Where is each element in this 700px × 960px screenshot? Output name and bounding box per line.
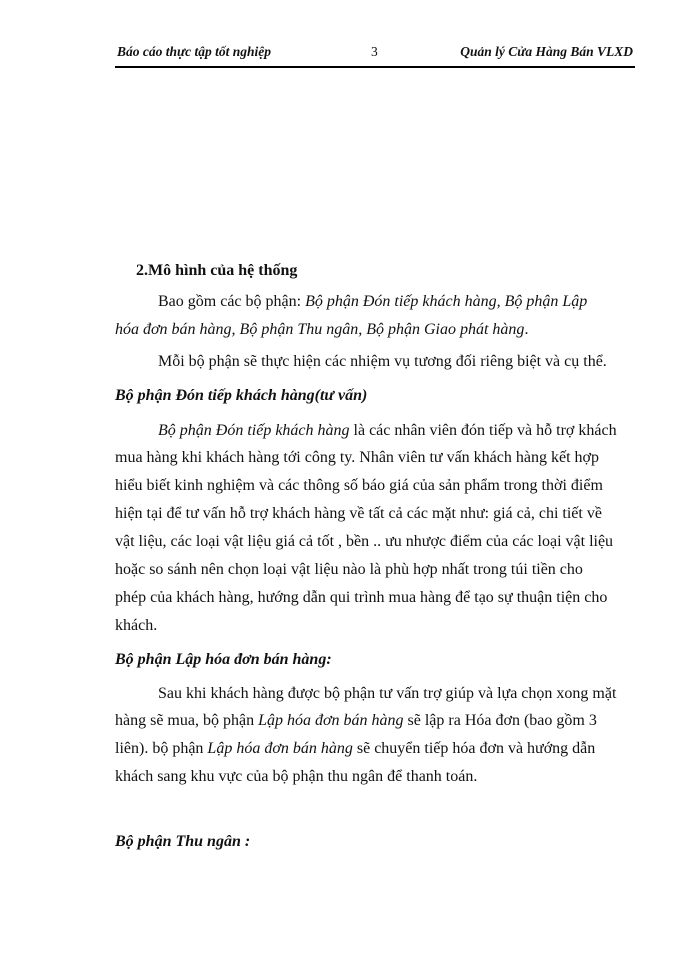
intro-line-3: Mỗi bộ phận sẽ thực hiện các nhiệm vụ tương đối riêng biệt và cụ thể. <box>158 353 607 370</box>
don-tiep-line-7: phép của khách hàng, hướng dẫn qui trình mua hàng để tạo sự thuận tiện cho <box>115 589 608 606</box>
don-tiep-line-2: mua hàng khi khách hàng tới công ty. Nhân viên tư vấn khách hàng kết hợp <box>115 449 599 466</box>
don-tiep-line-5: vật liệu, các loại vật liệu giá cả tốt , bền .. ưu nhược điểm của các loại vật liệu <box>115 533 614 550</box>
intro-line-1-departments: Bộ phận Đón tiếp khách hàng, Bộ phận Lập <box>305 293 588 310</box>
header-report-title: Báo cáo thực tập tốt nghiệp <box>117 44 271 59</box>
section-title: 2.Mô hình của hệ thống <box>136 262 298 279</box>
intro-line-1-prefix: Bao gồm các bộ phận: <box>158 293 306 310</box>
heading-don-tiep: Bộ phận Đón tiếp khách hàng(tư vấn) <box>115 387 368 404</box>
lap-hoa-don-line-3-suffix: sẽ chuyển tiếp hóa đơn và hướng dẫn <box>352 740 596 757</box>
don-tiep-line-1 <box>158 422 617 440</box>
lap-hoa-don-line-2-suffix: sẽ lập ra Hóa đơn (bao gồm 3 <box>403 712 597 729</box>
lap-hoa-don-line-4: khách sang khu vực của bộ phận thu ngân để thanh toán. <box>115 768 478 785</box>
intro-line-2 <box>115 321 528 339</box>
intro-line-2-departments: hóa đơn bán hàng, Bộ phận Thu ngân, Bộ phận Giao phát hàng <box>115 321 525 338</box>
heading-lap-hoa-don: Bộ phận Lập hóa đơn bán hàng: <box>115 651 332 668</box>
heading-thu-ngan: Bộ phận Thu ngân : <box>115 833 251 850</box>
don-tiep-line-3: hiểu biết kinh nghiệm và các thông số báo giá của sản phẩm trong thời điểm <box>115 477 603 494</box>
lap-hoa-don-line-2 <box>115 712 597 730</box>
lap-hoa-don-line-2-term: Lập hóa đơn bán hàng <box>258 712 404 729</box>
intro-line-1 <box>158 293 587 311</box>
don-tiep-line-6: hoặc so sánh nên chọn loại vật liệu nào là phù hợp nhất trong túi tiền cho <box>115 561 583 578</box>
header-project-title: Quản lý Cửa Hàng Bán VLXD <box>460 44 633 59</box>
intro-line-2-suffix: . <box>524 321 529 338</box>
header-page-number: 3 <box>371 44 378 59</box>
lap-hoa-don-line-3 <box>115 740 595 758</box>
don-tiep-line-1-term: Bộ phận Đón tiếp khách hàng <box>158 422 350 439</box>
page-header <box>115 44 635 68</box>
don-tiep-line-1-rest: là các nhân viên đón tiếp và hỗ trợ khách <box>349 422 617 439</box>
lap-hoa-don-line-3-term: Lập hóa đơn bán hàng <box>207 740 353 757</box>
lap-hoa-don-line-1: Sau khi khách hàng được bộ phận tư vấn trợ giúp và lựa chọn xong mặt <box>158 685 617 702</box>
don-tiep-line-8: khách. <box>115 617 158 634</box>
don-tiep-line-4: hiện tại để tư vấn hỗ trợ khách hàng về tất cả các mặt như: giá cả, chi tiết về <box>115 505 602 522</box>
lap-hoa-don-line-2-prefix: hàng sẽ mua, bộ phận <box>115 712 259 729</box>
lap-hoa-don-line-3-prefix: liên). bộ phận <box>115 740 208 757</box>
